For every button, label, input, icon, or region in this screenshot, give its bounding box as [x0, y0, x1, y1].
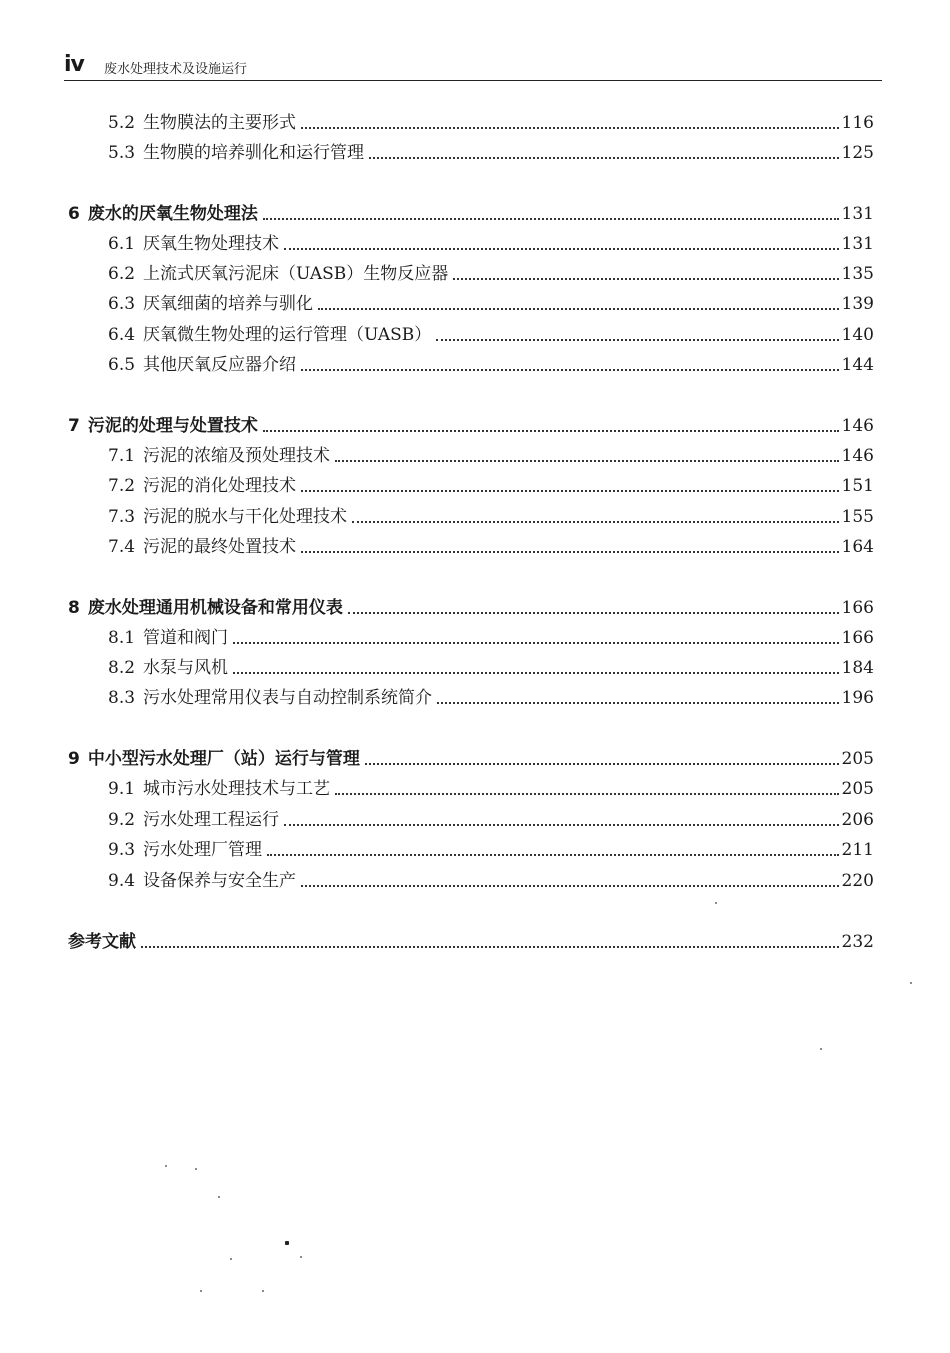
- toc-entry: [108, 289, 874, 315]
- scan-speck: [300, 1256, 302, 1258]
- toc-entry: [108, 320, 874, 346]
- scan-speck: [285, 1241, 289, 1245]
- toc-entry-page: 131: [841, 204, 874, 224]
- toc-entry-title: 生物膜法的主要形式: [143, 113, 297, 133]
- toc-entry: [108, 653, 874, 679]
- toc-entry-number: 9: [68, 749, 80, 769]
- toc-entry-page: 151: [841, 476, 874, 496]
- dot-leader: [141, 945, 839, 948]
- toc-entry: [68, 927, 874, 953]
- toc-entry-title: 污水处理工程运行: [143, 810, 280, 830]
- scan-speck: [218, 1196, 220, 1198]
- toc-entry-number: 9.2: [108, 810, 136, 830]
- toc-entry-number: 6.5: [108, 355, 136, 375]
- toc-entry: [108, 805, 874, 831]
- scan-speck: [230, 1258, 232, 1260]
- toc-entry-title: 厌氧生物处理技术: [143, 234, 280, 254]
- toc-entry: [108, 138, 874, 164]
- toc-entry-number: 5.2: [108, 113, 136, 133]
- toc-entry-title: 城市污水处理技术与工艺: [143, 779, 331, 799]
- toc-entry: [108, 866, 874, 892]
- toc-entry-page: 139: [841, 294, 874, 314]
- toc-entry-number: 8: [68, 598, 80, 618]
- dot-leader: [365, 762, 839, 765]
- toc-entry-title: 管道和阀门: [143, 628, 229, 648]
- dot-leader: [301, 368, 839, 371]
- toc-entry-number: 9.1: [108, 779, 136, 799]
- dot-leader: [369, 156, 839, 159]
- dot-leader: [233, 641, 839, 644]
- toc-entry-number: 5.3: [108, 143, 136, 163]
- toc-entry-number: 7.4: [108, 537, 136, 557]
- dot-leader: [335, 459, 839, 462]
- toc-entry-page: 206: [841, 810, 874, 830]
- toc-entry-title: 厌氧微生物处理的运行管理（UASB）: [143, 325, 432, 345]
- toc-entry: [108, 229, 874, 255]
- toc-entry-page: 140: [841, 325, 874, 345]
- toc-entry-title: 污水处理厂管理: [143, 840, 263, 860]
- toc-entry-page: 205: [841, 749, 874, 769]
- toc-entry-title: 厌氧细菌的培养与驯化: [143, 294, 314, 314]
- toc-entry-page: 146: [841, 416, 874, 436]
- toc-entry-number: 8.1: [108, 628, 136, 648]
- toc-entry-number: 6.4: [108, 325, 136, 345]
- toc-entry-title: 参考文献: [68, 932, 136, 952]
- toc-entry-page: 166: [841, 598, 874, 618]
- toc-entry-title: 上流式厌氧污泥床（UASB）生物反应器: [143, 264, 449, 284]
- scan-speck: [262, 1290, 264, 1292]
- scan-speck: [820, 1048, 822, 1050]
- dot-leader: [348, 611, 839, 614]
- toc-entry-title: 污泥的浓缩及预处理技术: [143, 446, 331, 466]
- toc-entry-title: 水泵与风机: [143, 658, 229, 678]
- toc-entry-page: 166: [841, 628, 874, 648]
- scan-speck: [195, 1168, 197, 1170]
- dot-leader: [437, 701, 839, 704]
- dot-leader: [263, 429, 839, 432]
- toc-entry-title: 废水处理通用机械设备和常用仪表: [87, 598, 343, 618]
- toc-entry-title: 污水处理常用仪表与自动控制系统简介: [143, 688, 433, 708]
- toc-entry: [68, 411, 874, 437]
- toc-entry-number: 8.3: [108, 688, 136, 708]
- scan-speck: [165, 1165, 167, 1167]
- toc-entry-page: 220: [841, 871, 874, 891]
- toc-entry: [108, 471, 874, 497]
- dot-leader: [267, 853, 839, 856]
- toc-entry-page: 144: [841, 355, 874, 375]
- dot-leader: [352, 520, 839, 523]
- toc-entry-number: 6.2: [108, 264, 136, 284]
- toc-entry-title: 污泥的消化处理技术: [143, 476, 297, 496]
- toc-entry: [108, 441, 874, 467]
- toc-entry-title: 其他厌氧反应器介绍: [143, 355, 297, 375]
- toc-entry: [108, 108, 874, 134]
- toc-entry-page: 184: [841, 658, 874, 678]
- toc-entry: [68, 744, 874, 770]
- dot-leader: [436, 338, 838, 341]
- toc-entry-page: 135: [841, 264, 874, 284]
- toc-entry-title: 污泥的处理与处置技术: [87, 416, 258, 436]
- toc-entry-number: 7.1: [108, 446, 136, 466]
- toc-entry-page: 116: [841, 113, 874, 133]
- dot-leader: [284, 247, 839, 250]
- toc-entry: [108, 623, 874, 649]
- book-title: 废水处理技术及设施运行: [104, 62, 248, 77]
- toc-entry-page: 146: [841, 446, 874, 466]
- dot-leader: [301, 489, 839, 492]
- toc-entry-title: 污泥的最终处置技术: [143, 537, 297, 557]
- page-number: iv: [64, 52, 84, 77]
- toc-entry-title: 设备保养与安全生产: [143, 871, 297, 891]
- toc-entry-page: 211: [841, 840, 874, 860]
- toc-entry-number: 6.3: [108, 294, 136, 314]
- dot-leader: [301, 550, 839, 553]
- dot-leader: [335, 792, 839, 795]
- toc-entry: [108, 835, 874, 861]
- toc-entry-number: 6: [68, 204, 80, 224]
- toc-entry-number: 8.2: [108, 658, 136, 678]
- toc-entry-number: 7: [68, 416, 80, 436]
- toc-entry-title: 污泥的脱水与干化处理技术: [143, 507, 348, 527]
- toc-entry-page: 196: [841, 688, 874, 708]
- dot-leader: [453, 277, 838, 280]
- toc-entry-page: 232: [841, 932, 874, 952]
- dot-leader: [318, 307, 839, 310]
- toc-entry: [108, 502, 874, 528]
- toc-entry-title: 中小型污水处理厂（站）运行与管理: [87, 749, 360, 769]
- scan-speck: [910, 982, 912, 984]
- toc-entry-number: 9.4: [108, 871, 136, 891]
- dot-leader: [263, 217, 839, 220]
- dot-leader: [284, 823, 839, 826]
- toc-entry-number: 7.3: [108, 507, 136, 527]
- toc-entry: [68, 199, 874, 225]
- toc-entry-page: 125: [841, 143, 874, 163]
- toc-entry: [108, 350, 874, 376]
- toc-entry-title: 生物膜的培养驯化和运行管理: [143, 143, 365, 163]
- toc-entry: [108, 532, 874, 558]
- toc-entry-title: 废水的厌氧生物处理法: [87, 204, 258, 224]
- toc-entry-page: 164: [841, 537, 874, 557]
- toc-entry: [108, 683, 874, 709]
- toc-entry-number: 7.2: [108, 476, 136, 496]
- dot-leader: [301, 884, 839, 887]
- scan-speck: [715, 902, 717, 904]
- toc-entry: [108, 259, 874, 285]
- toc-entry-number: 6.1: [108, 234, 136, 254]
- toc-entry: [68, 593, 874, 619]
- toc-entry-page: 205: [841, 779, 874, 799]
- toc-entry-page: 155: [841, 507, 874, 527]
- dot-leader: [233, 671, 839, 674]
- scan-speck: [200, 1290, 202, 1292]
- dot-leader: [301, 126, 839, 129]
- toc-entry-number: 9.3: [108, 840, 136, 860]
- toc-entry-page: 131: [841, 234, 874, 254]
- toc-entry: [108, 774, 874, 800]
